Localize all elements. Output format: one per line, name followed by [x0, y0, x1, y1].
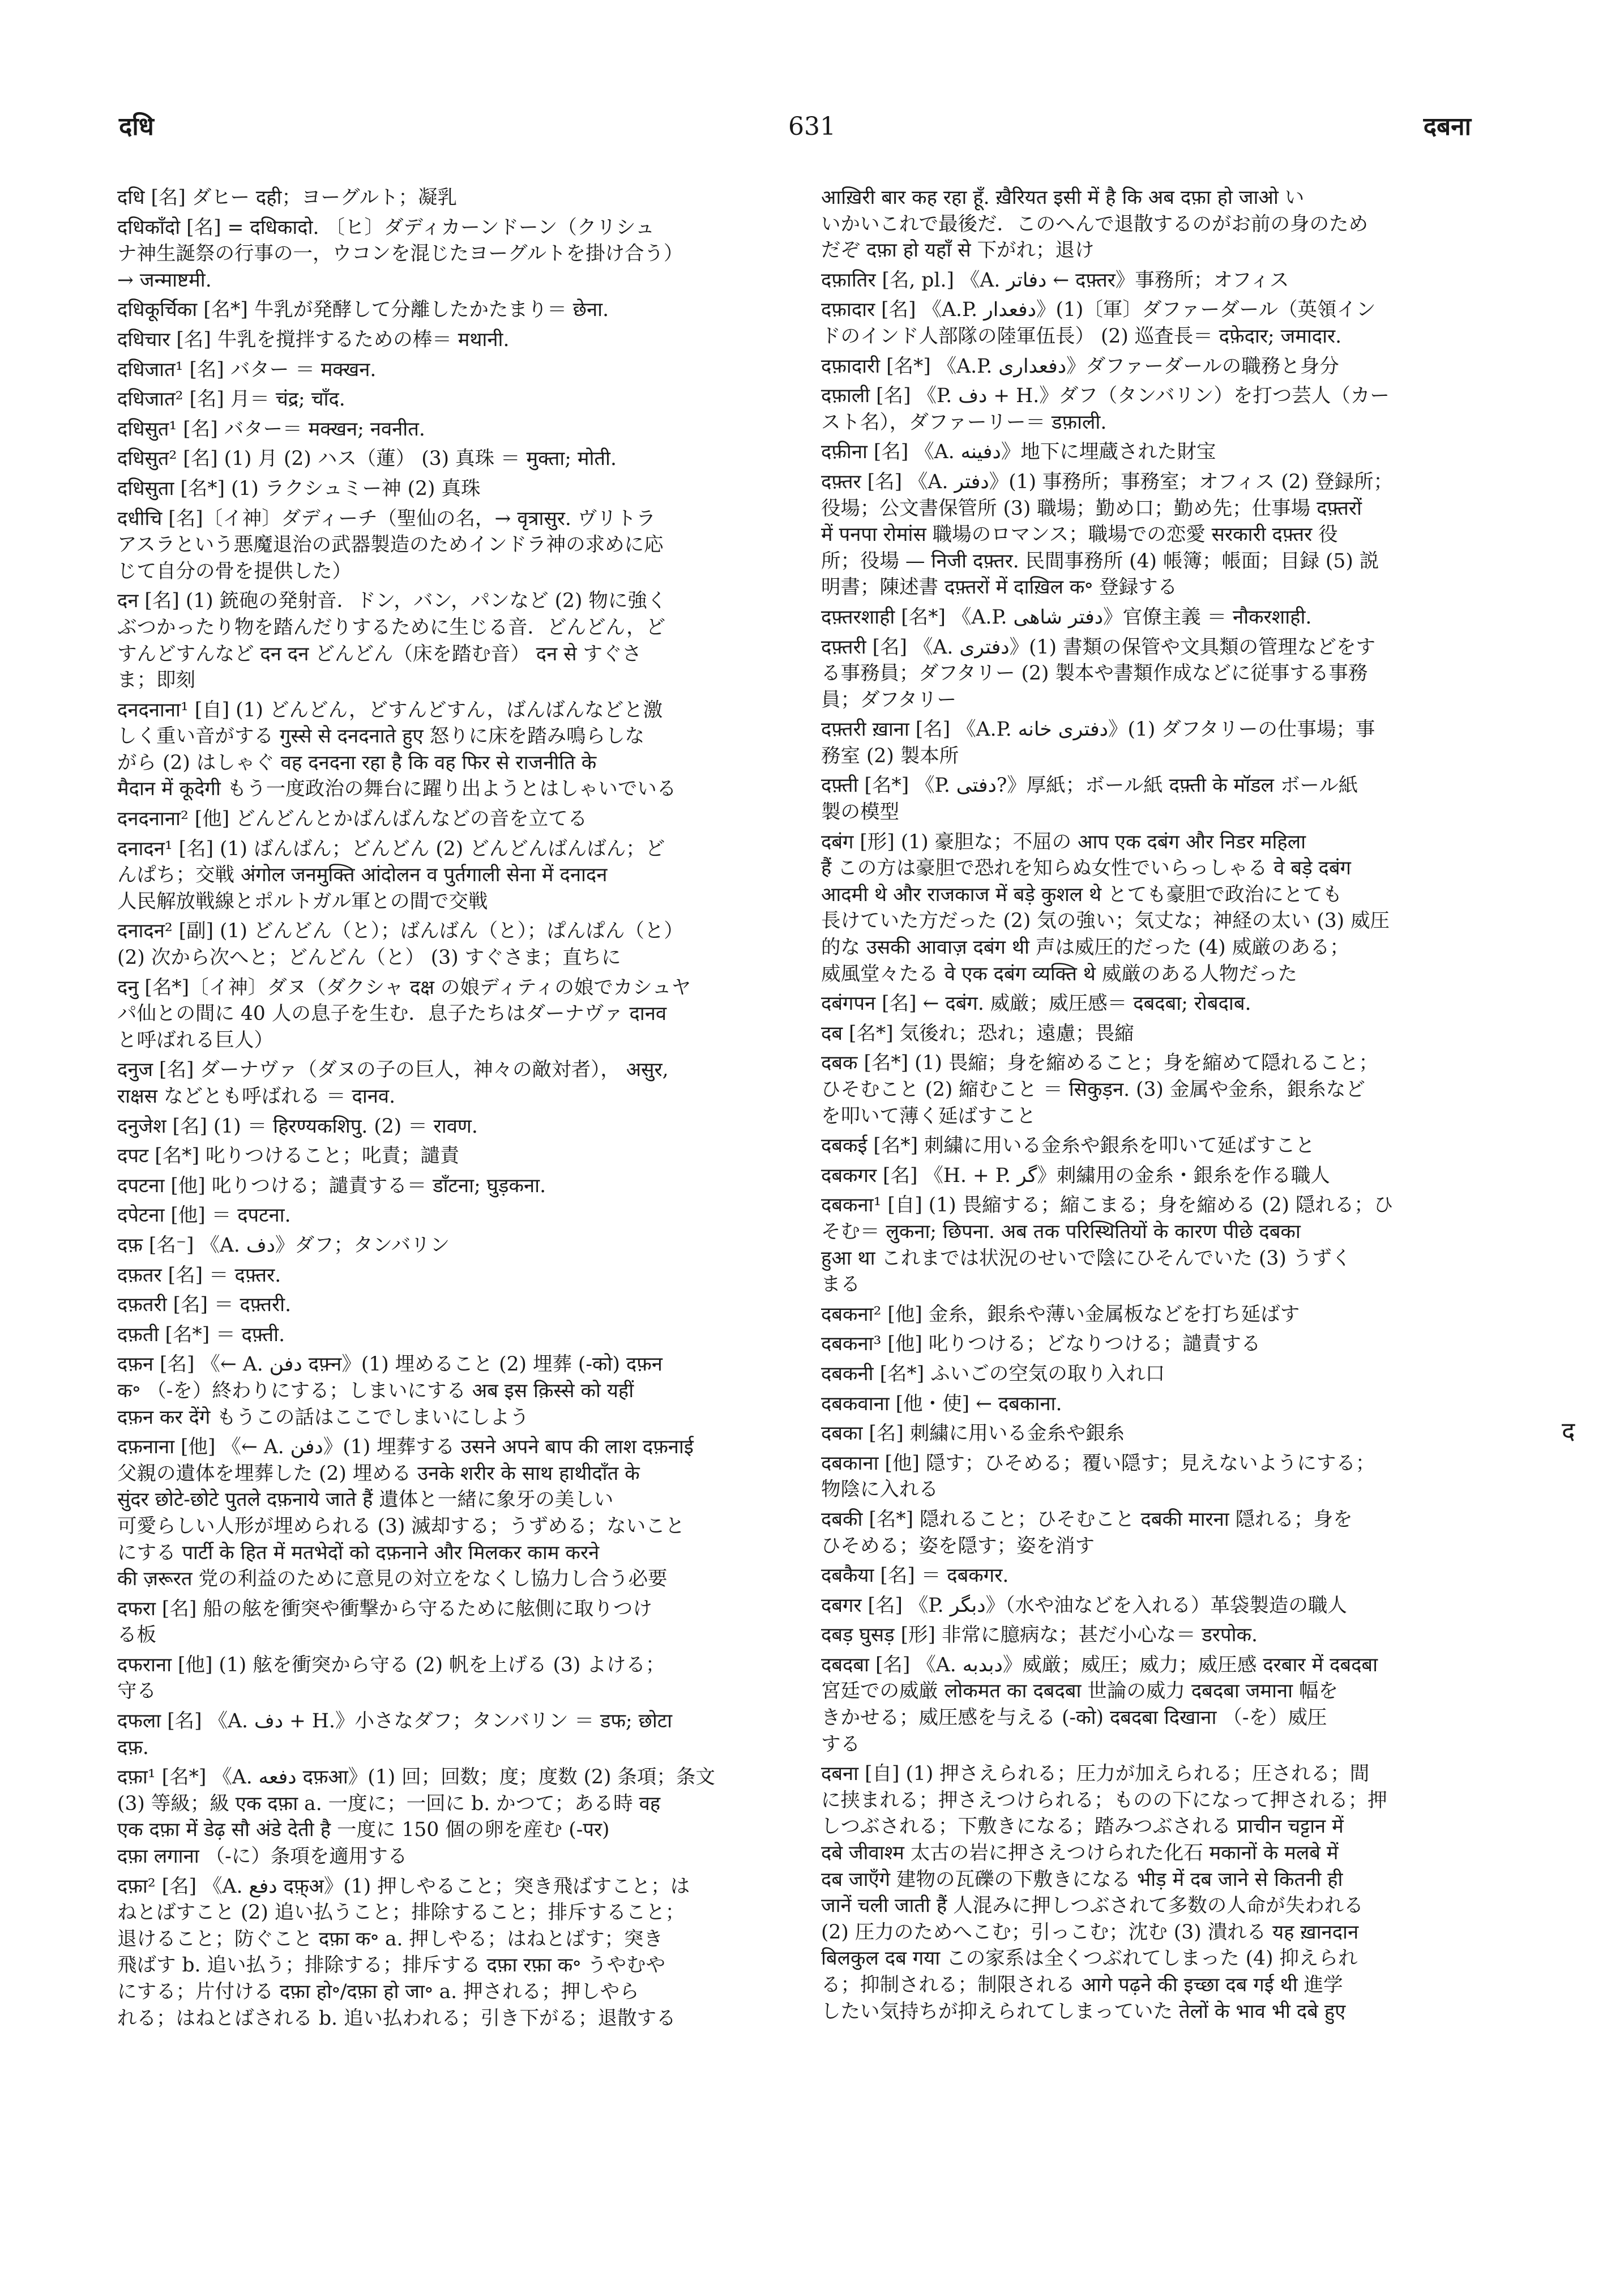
entry-headline: दबना [自] (1) 押さえられる；圧力が加えられる；圧される；間 — [821, 1762, 1370, 1786]
entry-continuation-line: きかせる；威圧感を与える (-को) दबदबा दिखाना （-を）威圧 — [821, 1706, 1327, 1730]
entry-continuation-line: しつぶされる；下敷きになる；踏みつぶされる प्राचीन चट्टान में — [821, 1815, 1344, 1838]
entry-headline: दबंग [形] (1) 豪胆な；不屈の आप एक दबंग और निडर महिला — [821, 830, 1306, 853]
entry-headline: दनुजेश [名] (1) ＝ हिरण्यकशिपु. (2) ＝ रावण. — [117, 1115, 478, 1138]
entry-continuation-line: दब जाएँगे 建物の瓦礫の下敷きになる भीड़ में दब जाने से कितनी ही — [821, 1868, 1343, 1891]
entry-continuation-line: に挟まれる；押さえつけられる；ものの下になって押される；押 — [821, 1789, 1387, 1812]
entry-continuation-line: दफ़ा लगाना （-に）条項を適用する — [117, 1845, 408, 1868]
entry-continuation-line: 務室 (2) 製本所 — [821, 744, 959, 767]
entry-headline: दधीचि [名]〔イ神〕ダディーチ（聖仙の名，→ वृत्रासुर. ヴリトラ — [117, 507, 656, 530]
entry-headline: दफराना [他] (1) 舷を衝突から守る (2) 帆を上げる (3) よける； — [117, 1653, 665, 1676]
entry-headline: दधिजात² [名] 月＝ चंद्र; चाँद. — [117, 388, 345, 411]
entry-headline: दधिचार [名] 牛乳を撹拌するための棒＝ मथानी. — [117, 328, 510, 351]
entry-continuation-line: ひそむこと (2) 縮むこと ＝ सिकुड़न. (3) 金属や金糸，銀糸など — [821, 1078, 1365, 1101]
entry-continuation-line: る板 — [117, 1624, 156, 1647]
left-column — [117, 185, 794, 2031]
entry-headline: दधिजात¹ [名] バター ＝ मक्खन. — [117, 358, 377, 381]
entry-continuation-line: そむ＝ लुकना; छिपना. अब तक परिस्थितियों के कारण पीछे दबका — [821, 1220, 1301, 1243]
entry-continuation-line: आख़िरी बार कह रहा हूँ. ख़ैरियत इसी में है कि अब दफ़ा हो जाओ い — [821, 186, 1305, 209]
entry-continuation-line: する — [821, 1732, 860, 1756]
entry-headline: दबंगपन [名] ← दबंग. 威厳；威圧感＝ दबदबा; रोबदाब. — [821, 992, 1251, 1015]
entry-continuation-line: いかいこれで最後だ．このへんで退散するのがお前の身のため — [821, 212, 1368, 236]
entry-headline: दबकई [名*] 刺繍に用いる金糸や銀糸を叩いて延ばすこと — [821, 1134, 1315, 1158]
entry-headline: दबकना¹ [自] (1) 畏縮する；縮こまる；身を縮める (2) 隠れる；ひ — [821, 1194, 1394, 1217]
entry-continuation-line: जानें चली जाती हैं 人混みに押しつぶされて多数の人命が失われる — [821, 1894, 1364, 1918]
entry-headline: दफ़ा² [名] 《A. دفع दफ़्अ》(1) 押しやること；突き飛ばすこと；は — [117, 1875, 690, 1898]
entry-continuation-line: 守る — [117, 1680, 156, 1703]
entry-headline: दपट [名*] 叱りつけること；叱責；譴責 — [117, 1145, 460, 1168]
entry-continuation-line: る；抑制される；制限される आगे पढ़ने की इच्छा दब गई थी 進学 — [821, 1974, 1343, 1996]
entry-headline: दनुज [名] ダーナヴァ（ダヌの子の巨人，神々の敵対者）， असुर, — [117, 1058, 669, 1082]
entry-continuation-line: 明書；陳述書 दफ़्तरों में दाख़िल क॰ 登録する — [821, 576, 1178, 599]
entry-continuation-line: ま；即刻 — [117, 669, 195, 692]
entry-continuation-line: 退けること；防ぐこと दफ़ा क॰ a. 押しやる；はねとばす；突き — [117, 1927, 663, 1950]
entry-continuation-line: る事務員；ダフタリー (2) 製本や書類作成などに従事する事務 — [821, 662, 1368, 685]
entry-continuation-line: 宮廷での威厳 लोकमत का दबदबा 世論の威力 दबदबा जमाना 幅を — [821, 1680, 1339, 1703]
entry-continuation-line: れる；はねとばされる b. 追い払われる；引き下がる；退散する — [117, 2007, 676, 2030]
entry-continuation-line: ねとばすこと (2) 追い払うこと；排除すること；排斥すること； — [117, 1901, 685, 1924]
entry-continuation-line: じて自分の骨を提供した） — [117, 560, 352, 583]
entry-headline: दफ़्ती [名*] 《P. دفتی?》厚紙；ボール紙 दफ़्ती के मॉडल ボール紙 — [821, 774, 1358, 797]
entry-continuation-line: दबे जीवाश्म 太古の岩に押さえつけられた化石 मकानों के मलबे में — [821, 1842, 1339, 1865]
running-head-left: दधि — [119, 112, 154, 141]
thumb-index-tab: द — [1562, 1417, 1575, 1446]
entry-headline: दधि [名] ダヒー दही；ヨーグルト；凝乳 — [117, 186, 457, 209]
right-column — [821, 185, 1498, 2025]
entry-headline: दधिकूर्चिका [名*] 牛乳が発酵して分離したかたまり＝ छेना. — [117, 298, 609, 322]
entry-continuation-line: したい気持ちが抑えられてしまっていた तेलों के भाव भी दबे हुए — [821, 2000, 1346, 2023]
entry-continuation-line: बिलकुल दब गया この家系は全くつぶれてしまった (4) 抑えられ — [821, 1947, 1358, 1970]
entry-continuation-line: 役場；公文書保管所 (3) 職場；勤め口；勤め先；仕事場 दफ़्तरों — [821, 497, 1362, 520]
entry-headline: दनदनाना² [他] どんどんとかばんばんなどの音を立てる — [117, 808, 588, 831]
entry-continuation-line: → जन्माष्टमी. — [117, 268, 212, 292]
entry-headline: दफ़ [名⁻] 《A. دف》ダフ；タンバリン — [117, 1234, 450, 1257]
entry-continuation-line: एक दफ़ा में डेढ़ सौ अंडे देती है 一度に 150 個の卵を産む (-पर) — [117, 1819, 610, 1842]
entry-headline: दबकैया [名] ＝ दबकगर. — [821, 1564, 1009, 1587]
entry-headline: दफ़ा¹ [名*] 《A. دفعه दफ़आ》(1) 回；回数；度；度数 (2) 条項；条文 — [117, 1766, 715, 1789]
entry-continuation-line: आदमी थे और राजकाज में बड़े कुशल थे とても豪胆で政治にとても — [821, 883, 1343, 906]
entry-headline: दबकी [名*] 隠れること；ひそむこと दबकी मारना 隠れる；身を — [821, 1508, 1353, 1531]
entry-headline: दबकना³ [他] 叱りつける；どなりつける；譴責する — [821, 1333, 1261, 1356]
entry-continuation-line: ナ神生誕祭の行事の一，ウコンを混じたヨーグルトを掛け合う） — [117, 242, 683, 266]
entry-headline: दधिसुता [名*] (1) ラクシュミー神 (2) 真珠 — [117, 477, 481, 500]
entry-headline: दफ़ादारी [名*] 《A.P. دفعداری》ダファーダールの職務と身分 — [821, 355, 1339, 378]
entry-continuation-line: アスラという悪魔退治の武器製造のためインドラ神の求めに応 — [117, 533, 664, 557]
entry-headline: दबक [名*] (1) 畏縮；身を縮めること；身を縮めて隠れること； — [821, 1052, 1378, 1075]
entry-continuation-line: を叩いて薄く延ばすこと — [821, 1104, 1036, 1128]
entry-continuation-line: ぶつかったり物を踏んだりするために生じる音．どんどん，ど — [117, 616, 666, 639]
entry-continuation-line: 的な उसकी आवाज़ दबंग थी 声は威圧的だった (4) 威厳のある； — [821, 936, 1349, 959]
entry-headline: दफ़ती [名*] ＝ दफ़्ती. — [117, 1323, 285, 1346]
entry-continuation-line: 可愛らしい人形が埋められる (3) 滅却する；うずめる；ないこと — [117, 1514, 685, 1538]
entry-continuation-line: हैं この方は豪胆で恐れを知らぬ女性でいらっしゃる वे बड़े दबंग — [821, 857, 1351, 880]
entry-headline: दफ़तरी [名] ＝ दफ़्तरी. — [117, 1294, 292, 1317]
entry-continuation-line: にする पार्टी के हित में मतभेदों को दफ़नाने और मिलकर काम करने — [117, 1541, 600, 1564]
entry-headline: दबकनी [名*] ふいごの空気の取り入れ口 — [821, 1362, 1165, 1385]
entry-headline: दफ़ातिर [名, pl.] 《A. دفاتر ← दफ़्तर》事務所；オフィス — [821, 268, 1289, 292]
entry-headline: दबदबा [名] 《A. دبدبه》威厳；威圧；威力；威圧感 दरबार में दबदबा — [821, 1653, 1378, 1676]
entry-headline: दन [名] (1) 銃砲の発射音．ドン，バン，パンなど (2) 物に強く — [117, 590, 667, 613]
entry-headline: दपटना [他] 叱りつける；譴責する＝ डाँटना; घुड़कना. — [117, 1174, 546, 1197]
entry-continuation-line: すんどすんなど दन दन どんどん（床を踏む音） दन से すぐさ — [117, 642, 642, 665]
entry-continuation-line: スト名），ダファーリー＝ डफ़ाली. — [821, 411, 1107, 434]
entry-headline: दफ़तर [名] ＝ दफ़्तर. — [117, 1264, 281, 1287]
entry-continuation-line: में पनपा रोमांस 職場のロマンス；職場での恋愛 सरकारी दफ़्तर 役 — [821, 523, 1338, 547]
entry-headline: दफ़ादार [名] 《A.P. دفعدار》(1)〔軍〕ダファーダール（英領イン — [821, 298, 1376, 322]
running-head-right: दबना — [1423, 112, 1471, 141]
entry-headline: दबका [名] 刺繍に用いる金糸や銀糸 — [821, 1422, 1125, 1445]
entry-headline: दनदनाना¹ [自] (1) どんどん，どすんどすん，ばんばんなどと激 — [117, 698, 663, 722]
entry-continuation-line: にする；片付ける दफ़ा हो॰/दफ़ा हो जा॰ a. 押される；押しやら — [117, 1981, 639, 2003]
entry-continuation-line: しく重い音がする गुस्से से दनदनाते हुए 怒りに床を踏み鳴らしな — [117, 725, 645, 748]
entry-continuation-line: 物陰に入れる — [821, 1478, 938, 1501]
entry-continuation-line: क॰ （-を）終わりにする；しまいにする अब इस क़िस्से को यहीं — [117, 1379, 634, 1402]
entry-continuation-line: 長けていた方だった (2) 気の強い；気丈な；神経の太い (3) 威圧 — [821, 910, 1390, 933]
entry-continuation-line: 員；ダフタリー — [821, 688, 957, 711]
entry-headline: दबकवाना [他・使] ← दबकाना. — [821, 1392, 1062, 1415]
entry-continuation-line: パ仙との間に 40 人の息子を生む．息子たちはダーナヴァ दानव — [117, 1002, 667, 1026]
entry-headline: दबकगर [名] 《H. + P. گر》刺繍用の金糸・銀糸を作る職人 — [821, 1164, 1330, 1187]
entry-continuation-line: がら (2) はしゃぐ वह दनदना रहा है कि वह फिर से राजनीति के — [117, 751, 597, 774]
entry-headline: दफरा [名] 船の舷を衝突や衝撃から守るために舷側に取りつけ — [117, 1597, 652, 1620]
entry-headline: दफ़न [名] 《← A. دفن दफ़्न》(1) 埋めること (2) 埋葬 (-को) दफ़न — [117, 1353, 663, 1376]
entry-headline: दब [名*] 気後れ；恐れ；遠慮；畏縮 — [821, 1022, 1134, 1045]
entry-continuation-line: राक्षस などとも呼ばれる ＝ दानव. — [117, 1085, 396, 1108]
entry-headline: दनादन² [副] (1) どんどん（と）；ばんばん（と）；ぱんぱん（と） — [117, 920, 683, 943]
entry-continuation-line: 製の模型 — [821, 801, 899, 824]
entry-headline: दबड़ घुसड़ [形] 非常に臆病な；甚だ小心な＝ डरपोक. — [821, 1624, 1258, 1647]
entry-continuation-line: 人民解放戦線とポルトガル軍との間で交戦 — [117, 890, 488, 913]
entry-headline: दधिसुत² [名] (1) 月 (2) ハス（蓮） (3) 真珠 ＝ मुक्ता; मोती. — [117, 447, 617, 471]
entry-continuation-line: と呼ばれる巨人） — [117, 1028, 273, 1052]
entry-continuation-line: की ज़रूरत 党の利益のために意見の対立をなくし協力し合う必要 — [117, 1568, 668, 1591]
entry-headline: दधिकाँदो [名] = दधिकादो. 〔ヒ〕ダディカーンドーン（クリシュ — [117, 216, 655, 239]
entry-headline: दबकाना [他] 隠す；ひそめる；覆い隠す；見えないようにする； — [821, 1452, 1375, 1475]
entry-continuation-line: んぱち；交戦 अंगोल जनमुक्ति आंदोलन व पुर्तगाली सेना में दनादन — [117, 864, 608, 887]
entry-headline: दफ़्तरशाही [名*] 《A.P. دفتر شاهی》官僚主義 ＝ नौकरशाही. — [821, 605, 1312, 629]
entry-continuation-line: (2) 圧力のためへこむ；引っこむ；沈む (3) 潰れる यह ख़ानदान — [821, 1920, 1359, 1944]
entry-headline: दफ़्तर [名] 《A. دفتر》(1) 事務所；事務室；オフィス (2) 登録所； — [821, 470, 1394, 493]
entry-continuation-line: (2) 次から次へと；どんどん（と） (3) すぐさま；直ちに — [117, 946, 621, 970]
entry-continuation-line: दफ़. — [117, 1736, 149, 1759]
entry-continuation-line: दफ़न कर देंगे もうこの話はここでしまいにしよう — [117, 1406, 529, 1429]
entry-continuation-line: 所；役場 — निजी दफ़्तर. 民間事務所 (4) 帳簿；帳面；目録 (5) 説 — [821, 549, 1379, 573]
entry-headline: दफला [名] 《A. دف + H.》小さなダフ；タンバリン ＝ डफ; छोटा — [117, 1710, 673, 1733]
entry-continuation-line: 威風堂々たる वे एक दबंग व्यक्ति थे 威厳のある人物だった — [821, 962, 1297, 985]
entry-headline: दनु [名*]〔イ神〕ダヌ（ダクシャ दक्ष の娘ディティの娘でカシュヤ — [117, 976, 691, 999]
entry-continuation-line: हुआ था これまでは状況のせいで陰にひそんでいた (3) うずく — [821, 1247, 1352, 1270]
entry-headline: दपेटना [他] ＝ दपटना. — [117, 1204, 291, 1227]
entry-headline: दफ़्तरी ख़ाना [名] 《A.P. دفتری خانه》(1) ダフタリーの仕事場；事 — [821, 718, 1375, 741]
entry-headline: दबगर [名] 《P. دبگر》（水や油などを入れる）革袋製造の職人 — [821, 1594, 1347, 1617]
entry-headline: दफ़्तरी [名] 《A. دفتری》(1) 書類の保管や文具類の管理などをす — [821, 635, 1375, 659]
entry-continuation-line: सुंदर छोटे-छोटे पुतले दफ़नाये जाते हैं 遺体と一緒に象牙の美しい — [117, 1488, 614, 1512]
entry-headline: दफ़नाना [他] 《← A. دفن》(1) 埋葬する उसने अपने बाप की लाश दफ़नाई — [117, 1436, 694, 1459]
entry-continuation-line: ひそめる；姿を隠す；姿を消す — [821, 1534, 1095, 1557]
entry-continuation-line: मैदान में कूदेगी もう一度政治の舞台に躍り出ようとはしゃいでいる — [117, 778, 677, 801]
entry-headline: दफ़ीना [名] 《A. دفینه》地下に埋蔵された財宝 — [821, 441, 1216, 464]
entry-continuation-line: ドのインド人部隊の陸軍伍長） (2) 巡査長＝ दफ़ेदार; जमादार. — [821, 325, 1342, 348]
entry-continuation-line: 飛ばす b. 追い払う；排除する；排斥する दफ़ा रफ़ा क॰ うやむや — [117, 1954, 666, 1977]
entry-headline: दफ़ाली [名] 《P. دف + H.》ダフ（タンバリン）を打つ芸人（カー — [821, 385, 1390, 408]
entry-continuation-line: 父親の遺体を埋葬した (2) 埋める उनके शरीर के साथ हाथीदाँत के — [117, 1462, 640, 1485]
entry-continuation-line: (3) 等級；級 एक दफ़ा a. 一度に；一回に b. かつて；ある時 वह — [117, 1792, 661, 1815]
entry-headline: दधिसुत¹ [名] バター＝ मक्खन; नवनीत. — [117, 417, 425, 441]
entry-headline: दनादन¹ [名] (1) ばんばん；どんどん (2) どんどんばんばん；ど — [117, 837, 665, 860]
entry-continuation-line: まる — [821, 1273, 860, 1296]
entry-continuation-line: だぞ दफ़ा हो यहाँ से 下がれ；退け — [821, 239, 1095, 262]
entry-headline: दबकना² [他] 金糸，銀糸や薄い金属板などを打ち延ばす — [821, 1303, 1300, 1326]
page-number: 631 — [788, 112, 836, 141]
